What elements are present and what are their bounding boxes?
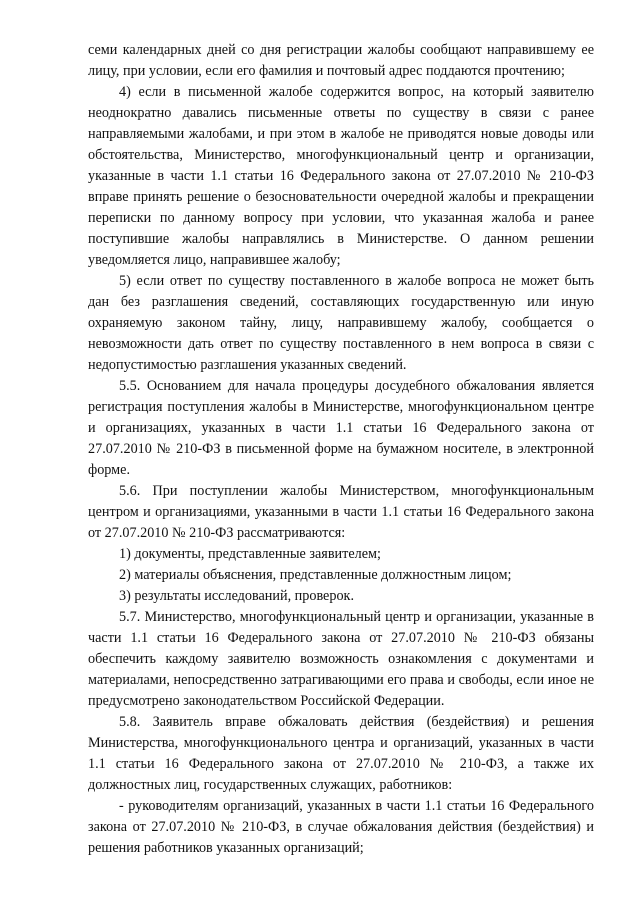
paragraph-section-5-7: 5.7. Министерство, многофункциональный центр и организации, указанные в части 1.1 статьи 16 Федерального закона от 27.07.2010 № 210-ФЗ обязаны обеспечить каждому заявителю возможность ознакомления с документами и материалами, непосредственно затрагивающими его права и свободы, если иное не предусмотрено законодательством Российской Федерации.: [88, 609, 594, 709]
paragraph-dash-item: - руководителям организаций, указанных в части 1.1 статьи 16 Федерального закона от 27.07.2010 № 210-ФЗ, в случае обжалования действия (бездействия) и решения работников указанных организаций;: [88, 798, 594, 856]
paragraph-section-5-5: 5.5. Основанием для начала процедуры досудебного обжалования является регистрация поступления жалобы в Министерстве, многофункциональном центре и организациях, указанных в части 1.1 статьи 16 Федерального закона от 27.07.2010 № 210-ФЗ в письменной форме на бумажном носителе, в электронной форме.: [88, 378, 594, 478]
document-page: [88, 40, 594, 859]
list-item-results: 3) результаты исследований, проверок.: [119, 588, 354, 604]
list-item-materials: 2) материалы объяснения, представленные должностным лицом;: [119, 567, 512, 583]
paragraph-item-4: 4) если в письменной жалобе содержится вопрос, на который заявителю неоднократно давались письменные ответы по существу в связи с ранее направляемыми жалобами, и при этом в жалобе не приводятся новые доводы или обстоятельства, Министерство, многофункциональный центр и организации, указанные в части 1.1 статьи 16 Федерального закона от 27.07.2010 № 210-ФЗ вправе принять решение о безосновательности очередной жалобы и прекращении переписки по данному вопросу при условии, что указанная жалоба и ранее поступившие жалобы направлялись в Министерстве. О данном решении уведомляется лицо, направившее жалобу;: [88, 84, 594, 268]
list-item-documents: 1) документы, представленные заявителем;: [119, 546, 381, 562]
paragraph-continuation: семи календарных дней со дня регистрации жалобы сообщают направившему ее лицу, при условии, если его фамилия и почтовый адрес поддаются прочтению;: [88, 42, 594, 79]
paragraph-section-5-6: 5.6. При поступлении жалобы Министерством, многофункциональным центром и организациями, указанными в части 1.1 статьи 16 Федерального закона от 27.07.2010 № 210-ФЗ рассматриваются:: [88, 483, 594, 541]
paragraph-section-5-8: 5.8. Заявитель вправе обжаловать действия (бездействия) и решения Министерства, многофункционального центра и организаций, указанных в части 1.1 статьи 16 Федерального закона от 27.07.2010 № 210-ФЗ, а также их должностных лиц, государственных служащих, работников:: [88, 714, 594, 793]
paragraph-item-5: 5) если ответ по существу поставленного в жалобе вопроса не может быть дан без разглашения сведений, составляющих государственную или иную охраняемую законом тайну, лицу, направившему жалобу, сообщается о невозможности дать ответ по существу поставленного в нем вопроса в связи с недопустимостью разглашения указанных сведений.: [88, 273, 594, 373]
